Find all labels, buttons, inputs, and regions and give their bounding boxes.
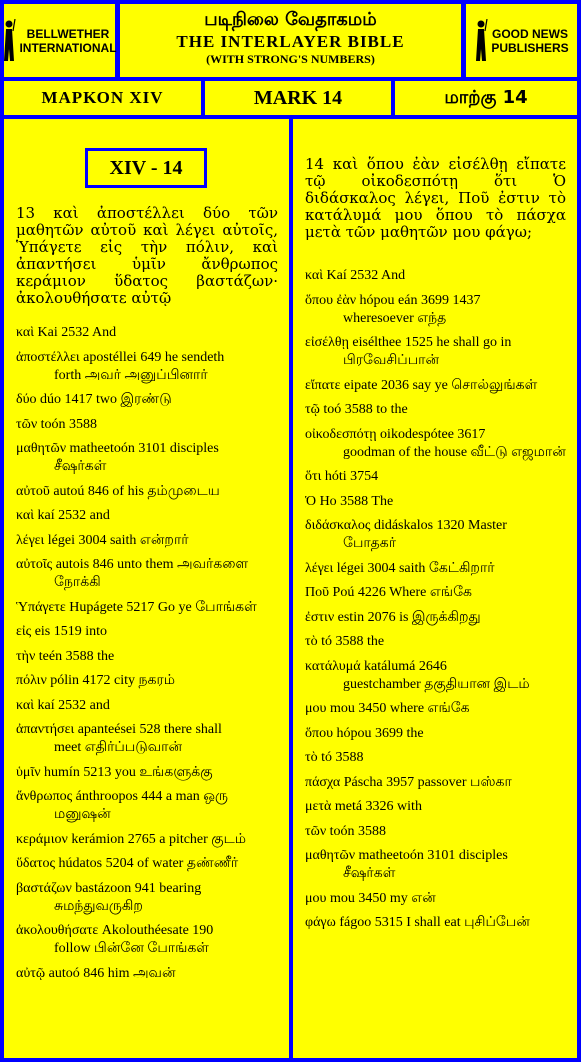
- word-entry-line: ἀποστέλλει apostéllei 649 he sendeth: [16, 349, 225, 365]
- word-entry-line: δύο dúo 1417 two இரண்டு: [16, 392, 172, 407]
- word-entry: [16, 648, 278, 666]
- word-entry-line: καὶ Kai 2532 And: [16, 325, 117, 340]
- word-entry-gloss: சுமந்துவருகிற: [54, 898, 143, 914]
- right-logo-line1: GOOD NEWS: [491, 26, 568, 41]
- word-entry-line: ὅπου ἐὰν hópou eán 3699 1437: [305, 292, 481, 308]
- right-column: [293, 119, 577, 1058]
- word-entry-line: μου mou 3450 where எங்கே: [305, 701, 470, 716]
- word-entry-gloss: goodman of the house வீட்டு எஜமான்: [343, 444, 566, 460]
- word-entry-gloss: போதகர்: [343, 536, 397, 551]
- word-entry: [305, 493, 566, 511]
- word-entry: [16, 623, 278, 641]
- title-block: [120, 4, 461, 77]
- word-entry: [305, 517, 566, 553]
- word-entry-line: ἀκολουθήσατε Akolouthéesate 190: [16, 923, 214, 938]
- word-entry-line: καὶ kaí 2532 and: [16, 508, 110, 523]
- word-entry: [305, 774, 566, 792]
- word-entry: [305, 798, 566, 816]
- word-entry-line: πάσχα Páscha 3957 passover பஸ்கா: [305, 774, 512, 790]
- good-news-logo: [466, 4, 577, 77]
- word-entry: [305, 914, 566, 932]
- word-entry: [305, 401, 566, 419]
- word-entry-gloss: சீஷர்கள்: [343, 866, 396, 881]
- pilgrim-figure-icon: [474, 19, 488, 63]
- word-entry-line: φάγω fágoo 5315 I shall eat புசிப்பேன்: [305, 915, 530, 930]
- verse-13-text: 13 καὶ ἀποστέλλει δύο τῶν μαθητῶν αὐτοῦ καὶ λέγει αὐτοῖς, Ὑπάγετε εἰς τὴν πόλιν, καὶ ἀπαντήσει ὑμῖν ἄνθρωπος κεράμιον ὕδατος βαστάζων· ἀκολουθήσατε αὐτῷ: [16, 204, 278, 307]
- word-entry: [305, 633, 566, 651]
- bellwether-logo: [4, 4, 115, 77]
- word-entry-line: τὸ tó 3588 the: [305, 634, 385, 649]
- word-entry: [305, 725, 566, 743]
- word-entry-line: εἴπατε eipate 2036 say ye சொல்லுங்கள்: [305, 377, 538, 393]
- left-logo-line1: BELLWETHER: [26, 26, 110, 41]
- right-logo-line2: PUBLISHERS: [491, 40, 569, 55]
- word-entry: [305, 823, 566, 841]
- word-entry: [305, 847, 566, 883]
- word-entry: [305, 468, 566, 486]
- word-entry-line: καὶ kaí 2532 and: [16, 697, 110, 713]
- word-entry: [16, 324, 278, 342]
- word-entry: [16, 721, 278, 757]
- book-english: MARK 14: [205, 81, 391, 115]
- word-entry-line: λέγει légei 3004 saith என்றார்: [16, 532, 189, 548]
- word-entry: [305, 658, 566, 694]
- word-entry-line: Ὑπάγετε Hupágete 5217 Go ye போங்கள்: [16, 599, 257, 615]
- word-entry: [16, 532, 278, 550]
- word-entry-line: εἰσέλθῃ eisélthee 1525 he shall go in: [305, 335, 512, 350]
- word-entry-line: αὐτοῦ autoú 846 of his தம்முடைய: [16, 483, 220, 499]
- word-entry-line: διδάσκαλος didáskalos 1320 Master: [305, 518, 507, 533]
- word-entry: [16, 556, 278, 592]
- title-english: THE INTERLAYER BIBLE: [176, 32, 405, 51]
- word-entry-gloss: பிரவேசிப்பான்: [343, 353, 440, 368]
- word-entry: [16, 349, 278, 385]
- word-entry-gloss: guestchamber தகுதியான இடம்: [343, 676, 530, 692]
- word-entry-line: ὅπου hópou 3699 the: [305, 725, 424, 741]
- left-column: [4, 119, 289, 1058]
- book-greek: ΜΑΡΚΟΝ XIV: [4, 81, 201, 115]
- word-entry-line: μετὰ metá 3326 with: [305, 799, 422, 814]
- word-entry-line: Ὁ Ho 3588 The: [305, 493, 394, 509]
- word-entry-line: ἄνθρωπος ánthroopos 444 a man ஒரு: [16, 789, 228, 804]
- word-entry-line: ἐστιν estin 2076 is இருக்கிறது: [305, 609, 481, 625]
- word-entry-line: καὶ Kaí 2532 And: [305, 268, 406, 283]
- word-entry-gloss: forth அவர் அனுப்பினார்: [54, 367, 208, 383]
- word-entry-line: κεράμιον kerámion 2765 a pitcher குடம்: [16, 831, 247, 847]
- word-entry: [305, 584, 566, 602]
- word-entry: [305, 700, 566, 718]
- book-tamil: மாற்கு 14: [395, 81, 577, 115]
- word-entry: [16, 855, 278, 873]
- word-entry: [305, 334, 566, 370]
- word-entry: [16, 483, 278, 501]
- word-entry-line: Ποῦ Poú 4226 Where எங்கே: [305, 585, 472, 600]
- word-entry-gloss: சீஷர்கள்: [54, 459, 107, 474]
- word-entry-line: ὑμῖν humín 5213 you உங்களுக்கு: [16, 764, 213, 780]
- word-entry-line: πόλιν pólin 4172 city நகரம்: [16, 673, 175, 688]
- pilgrim-figure-icon: [2, 19, 16, 63]
- word-entry: [16, 880, 278, 916]
- word-entry-line: τὴν teén 3588 the: [16, 648, 115, 664]
- word-entry-line: εἰς eis 1519 into: [16, 624, 108, 639]
- word-entry: [16, 922, 278, 958]
- word-entry: [305, 426, 566, 462]
- word-entry: [16, 788, 278, 824]
- word-entry: [16, 440, 278, 476]
- word-entry: [16, 965, 278, 983]
- subtitle: (WITH STRONG'S NUMBERS): [206, 52, 375, 66]
- word-entry-line: μαθητῶν matheetoón 3101 disciples: [16, 441, 219, 456]
- word-entry-line: αὐτῷ autoó 846 him அவன்: [16, 965, 176, 981]
- word-entry-gloss: meet எதிர்ப்படுவான்: [54, 740, 183, 755]
- word-entry: [305, 749, 566, 767]
- left-logo-line2: INTERNATIONAL: [19, 40, 117, 55]
- word-entry-line: ἀπαντήσει apanteései 528 there shall: [16, 722, 222, 737]
- word-entry-line: τὸ tó 3588: [305, 750, 364, 765]
- word-entry-line: οἰκοδεσπότῃ oikodespótee 3617: [305, 426, 486, 442]
- word-entry-line: κατάλυμά katálumá 2646: [305, 658, 447, 674]
- word-entry: [305, 609, 566, 627]
- word-entry: [305, 267, 566, 285]
- word-entry: [16, 391, 278, 409]
- word-entry-line: τῶν toón 3588: [16, 416, 98, 432]
- chapter-verse-box: XIV - 14: [85, 148, 207, 188]
- word-entry: [305, 890, 566, 908]
- word-entry: [16, 831, 278, 849]
- word-entry-line: μου mou 3450 my என்: [305, 890, 436, 906]
- word-entry: [305, 292, 566, 328]
- word-entry-gloss: wheresoever எந்த: [343, 310, 447, 326]
- word-entry: [16, 764, 278, 782]
- word-entry-gloss: மனுஷன்: [54, 807, 111, 822]
- word-entry-line: ὅτι hóti 3754: [305, 469, 379, 484]
- verse-14-text: 14 καὶ ὅπου ἐὰν εἰσέλθῃ εἴπατε τῷ οἰκοδεσπότῃ ὅτι Ὁ διδάσκαλος λέγει, Ποῦ ἐστιν τὸ κατάλυμά μου ὅπου τὸ πάσχα μετὰ τῶν μαθητῶν μου φάγω;: [305, 155, 566, 241]
- word-entry: [16, 697, 278, 715]
- word-entry-gloss: நோக்கி: [54, 575, 101, 590]
- word-entry: [305, 377, 566, 395]
- word-entry: [305, 560, 566, 578]
- word-entry-line: αὐτοῖς autois 846 unto them அவர்களை: [16, 557, 249, 572]
- title-tamil: படிநிலை வேதாகமம்: [204, 9, 377, 30]
- word-entry-line: τῶν toón 3588: [305, 823, 387, 839]
- word-entry-line: μαθητῶν matheetoón 3101 disciples: [305, 848, 508, 863]
- word-entry-line: λέγει légei 3004 saith கேட்கிறார்: [305, 560, 495, 576]
- word-entry: [16, 416, 278, 434]
- word-entry: [16, 507, 278, 525]
- word-entry-line: τῷ toó 3588 to the: [305, 402, 408, 417]
- word-entry-line: ὕδατος húdatos 5204 of water தண்ணீர்: [16, 856, 239, 871]
- word-entry: [16, 672, 278, 690]
- word-entry: [16, 599, 278, 617]
- word-entry-gloss: follow பின்னே போங்கள்: [54, 941, 209, 956]
- word-entry-line: βαστάζων bastázoon 941 bearing: [16, 880, 202, 896]
